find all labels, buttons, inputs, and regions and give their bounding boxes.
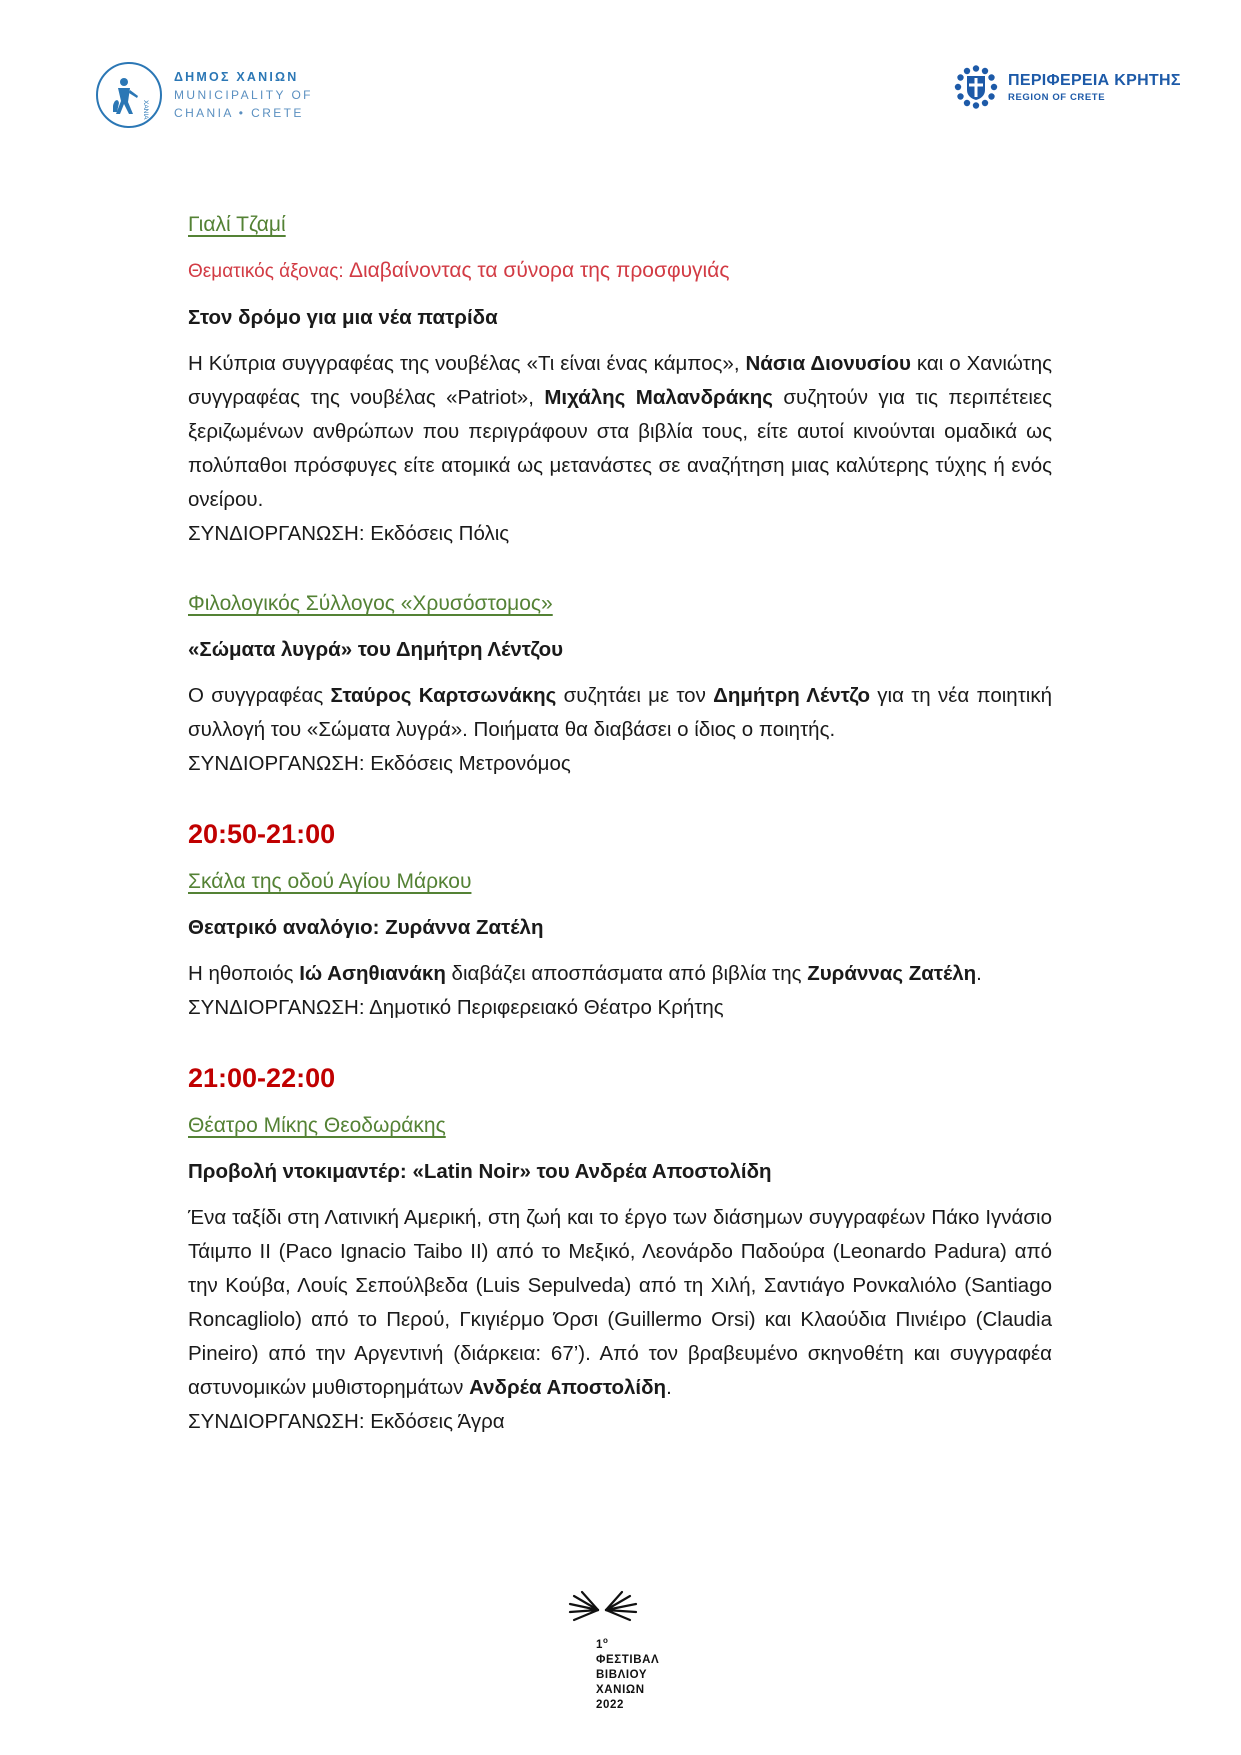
- municipality-logo: [96, 62, 313, 128]
- participant-name: Ιώ Ασηθιανάκη: [299, 962, 446, 985]
- theme-label: Θεματικός άξονας:: [188, 261, 349, 282]
- municipality-name-gr: ΔΗΜΟΣ ΧΑΝΙΩΝ: [174, 70, 299, 84]
- theme-value: Διαβαίνοντας τα σύνορα της προσφυγιάς: [348, 259, 730, 282]
- event-block: [188, 1061, 1052, 1439]
- festival-line-3: ΧΑΝΙΩΝ: [596, 1683, 645, 1696]
- municipality-name-en: MUNICIPALITY OF: [174, 88, 313, 102]
- festival-year: 2022: [596, 1698, 624, 1711]
- participant-name: Δημήτρη Λέντζο: [713, 684, 871, 707]
- festival-edition: $1^o$: [596, 1636, 609, 1651]
- festival-line-2: ΒΙΒΛΙΟΥ: [596, 1668, 648, 1681]
- time-slot: 21:00-22:00: [188, 1063, 336, 1093]
- event-coorganizer: ΣΥΝΔΙΟΡΓΑΝΩΣΗ: Δημοτικό Περιφερειακό Θέατρο Κρήτης: [188, 996, 724, 1019]
- event-block: [188, 587, 1052, 781]
- municipality-city: CHANIA • CRETE: [174, 106, 304, 120]
- participant-name: Ανδρέα Αποστολίδη: [469, 1376, 667, 1399]
- region-logo: [953, 64, 1181, 110]
- region-name-gr: ΠΕΡΙΦΕΡΕΙΑ ΚΡΗΤΗΣ: [1008, 71, 1181, 89]
- event-title: «Σώματα λυγρά» του Δημήτρη Λέντζου: [188, 638, 564, 661]
- participant-name: Σταύρος Καρτσωνάκης: [330, 684, 557, 707]
- event-title: Θεατρικό αναλόγιο: Ζυράννα Ζατέλη: [188, 916, 544, 939]
- festival-logo: [568, 1590, 678, 1713]
- participant-name: Νάσια Διονυσίου: [745, 352, 911, 375]
- event-description: Ένα ταξίδι στη Λατινική Αμερική, στη ζωή και το έργο των διάσημων συγγραφέων Πάκο Ιγνάσιο Τάιμπο ΙΙ (Paco Ignacio Taibo II) από το Μεξικό, Λεονάρδο Παδούρα (Leonardo Padura) από την Κούβα, Λουίς Σεπούλβεδα (Luis Sepulveda) από τη Χιλή, Σαντιάγο Ρονκαλιόλο (Santiago Roncagliolo) από το Περού, Γκιγιέρμο Όρσι (Guillermo Orsi) και Κλαούδια Πινιέιρο (Claudia Pineiro) από την Αργεντινή (διάρκεια: 67’). Από τον βραβευμένο σκηνοθέτη και συγγραφέα αστυνομικών μυθιστορημάτων Ανδρέα Αποστολίδη.: [188, 1206, 1052, 1399]
- participant-name: Ζυράννας Ζατέλη: [807, 962, 977, 985]
- event-description: Η Κύπρια συγγραφέας της νουβέλας «Τι είναι ένας κάμπος», Νάσια Διονυσίου και ο Χανιώτης συγγραφέας της νουβέλας «Patriot», Μιχάλης Μαλανδράκης συζητούν για τις περιπέτειες ξεριζωμένων ανθρώπων που περιγράφουν στα βιβλία τους, είτε αυτοί κινούνται ομαδικά ως πολύπαθοι πρόσφυγες είτε ατομικά ως μετανάστες σε αναζήτηση μιας καλύτερης τύχης ή ενός ονείρου.: [188, 352, 1052, 511]
- region-emblem-icon: [953, 64, 999, 110]
- logo-side-text: ΧΑΝΙΑ: [142, 100, 149, 120]
- event-coorganizer: ΣΥΝΔΙΟΡΓΑΝΩΣΗ: Εκδόσεις Μετρονόμος: [188, 752, 571, 775]
- event-coorganizer: ΣΥΝΔΙΟΡΓΑΝΩΣΗ: Εκδόσεις Πόλις: [188, 522, 510, 545]
- region-name-en: REGION OF CRETE: [1008, 91, 1106, 103]
- event-description: Ο συγγραφέας Σταύρος Καρτσωνάκης συζητάει με τον Δημήτρη Λέντζο για τη νέα ποιητική συλλογή του «Σώματα λυγρά». Ποιήματα θα διαβάσει ο ίδιος ο ποιητής.: [188, 684, 1052, 741]
- festival-line-1: ΦΕΣΤΙΒΑΛ: [596, 1653, 660, 1666]
- event-venue: Φιλολογικός Σύλλογος «Χρυσόστομος»: [188, 592, 553, 615]
- event-venue: Σκάλα της οδού Αγίου Μάρκου: [188, 870, 472, 893]
- event-block: [188, 208, 1052, 551]
- event-venue: Γιαλί Τζαμί: [188, 213, 286, 236]
- event-venue: Θέατρο Μίκης Θεοδωράκης: [188, 1114, 446, 1137]
- event-description: Η ηθοποιός Ιώ Ασηθιανάκη διαβάζει αποσπάσματα από βιβλία της Ζυράννας Ζατέλη.: [188, 962, 982, 985]
- municipality-emblem-icon: [96, 62, 162, 128]
- event-title: Στον δρόμο για μια νέα πατρίδα: [188, 306, 498, 329]
- participant-name: Μιχάλης Μαλανδράκης: [544, 386, 773, 409]
- event-theme: [188, 254, 1052, 289]
- event-coorganizer: ΣΥΝΔΙΟΡΓΑΝΩΣΗ: Εκδόσεις Άγρα: [188, 1410, 505, 1433]
- event-title: Προβολή ντοκιμαντέρ: «Latin Noir» του Ανδρέα Αποστολίδη: [188, 1160, 772, 1183]
- time-slot: 20:50-21:00: [188, 819, 336, 849]
- event-block: [188, 817, 1052, 1025]
- festival-burst-icon: [568, 1590, 638, 1628]
- program-content: [188, 208, 1052, 1439]
